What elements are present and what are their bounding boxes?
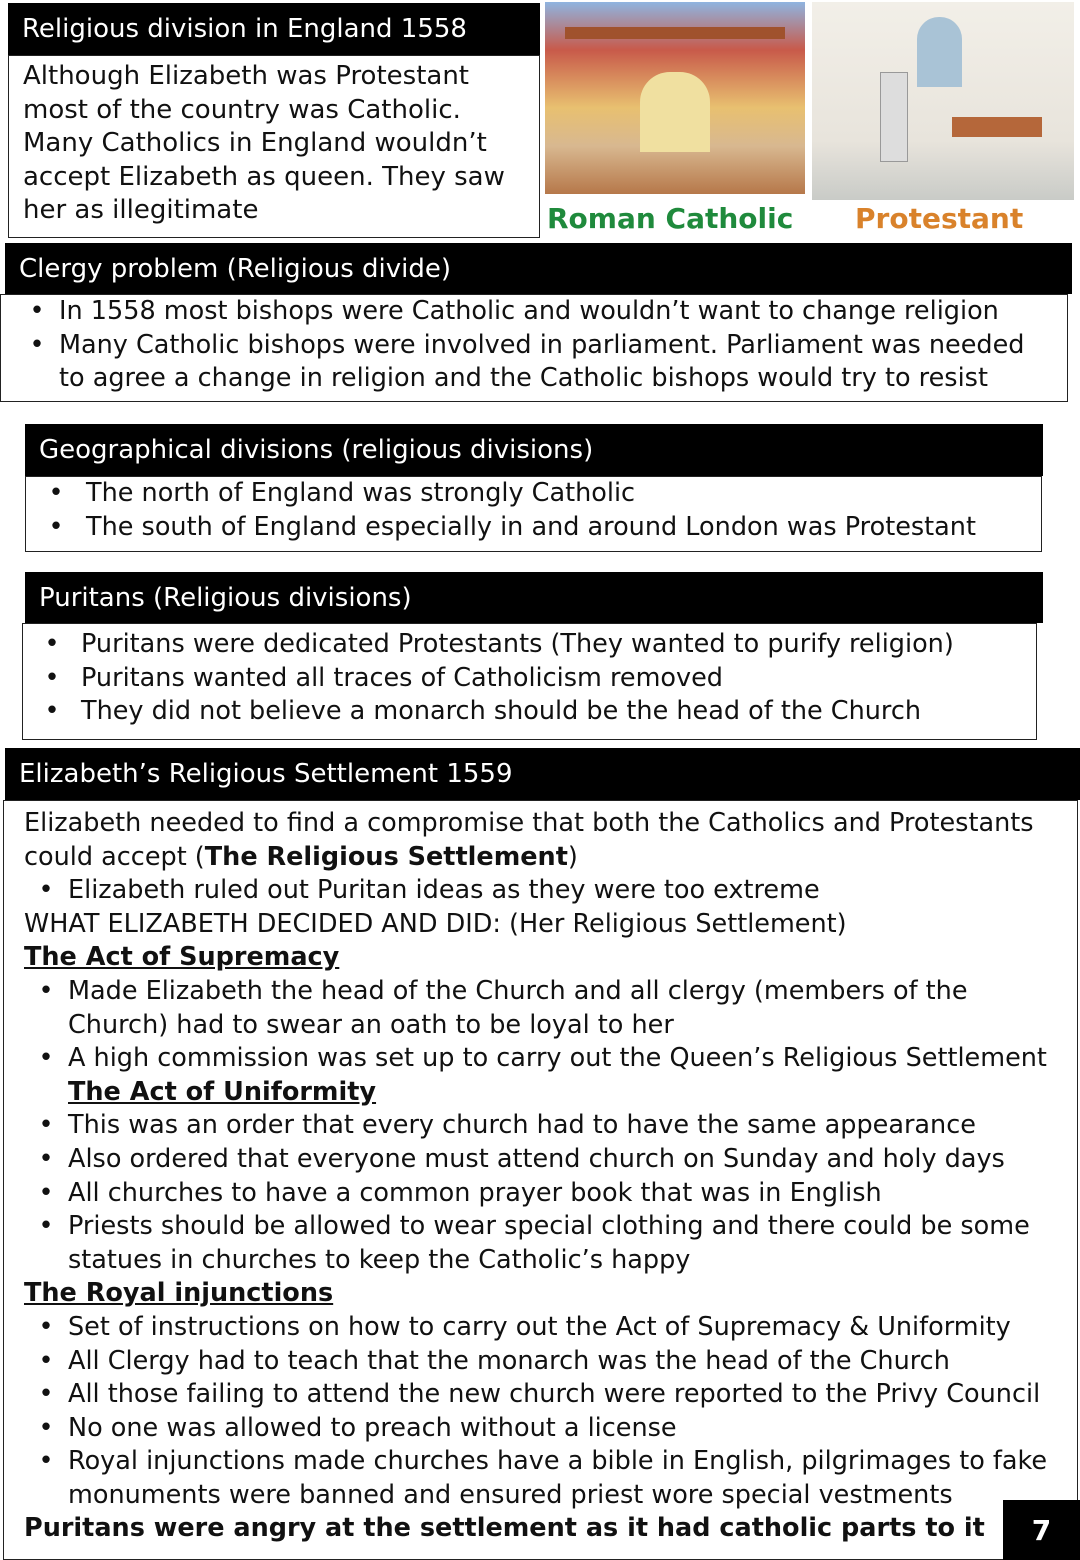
section-title-settlement: Elizabeth’s Religious Settlement 1559 (5, 748, 1080, 800)
bullet-text: Puritans wanted all traces of Catholicism removed (81, 662, 723, 693)
bullet-item: • A high commission was set up to carry out the Queen’s Religious Settlement (24, 1042, 1077, 1076)
text: ) (567, 841, 578, 872)
text-line: WHAT ELIZABETH DECIDED AND DID: (Her Religious Settlement) (24, 908, 847, 939)
roman-catholic-label: Roman Catholic (547, 202, 794, 235)
bullet-text: All those failing to attend the new church were reported to the Privy Council (68, 1379, 1041, 1410)
clergy-box (0, 294, 1068, 402)
bullet-continuation: monuments were banned and ensured priest wore special vestments (68, 1479, 953, 1510)
bullet-text: Priests should be allowed to wear special clothing and there could be some (68, 1211, 1030, 1242)
bullet-continuation: to agree a change in religion and the Catholic bishops would try to resist (59, 363, 988, 394)
bullet-text: In 1558 most bishops were Catholic and wouldn’t want to change religion (59, 296, 999, 326)
bullet-item: • Elizabeth ruled out Puritan ideas as they were too extreme (24, 874, 1077, 908)
bullet-item: • Also ordered that everyone must attend church on Sunday and holy days (24, 1143, 1077, 1177)
bullet-continuation: Church) had to swear an oath to be loyal to her (68, 1009, 674, 1040)
text-line (24, 841, 1077, 875)
bullet-text: This was an order that every church had to have the same appearance (68, 1110, 976, 1141)
bullet-item: • All those failing to attend the new church were reported to the Privy Council (24, 1378, 1077, 1412)
protestant-label: Protestant (855, 202, 1024, 235)
section-title-geographical: Geographical divisions (religious divisions) (25, 424, 1043, 476)
bullet-text: Set of instructions on how to carry out the Act of Supremacy & Uniformity (68, 1311, 1011, 1342)
bullet-text: Elizabeth ruled out Puritan ideas as they were too extreme (68, 875, 820, 906)
bullet-item: • Set of instructions on how to carry out the Act of Supremacy & Uniformity (24, 1311, 1077, 1345)
bullet-item: • Puritans wanted all traces of Catholicism removed (23, 662, 1036, 696)
bullet-item: • No one was allowed to preach without a license (24, 1412, 1077, 1446)
bullet-item: • The north of England was strongly Catholic (26, 477, 1041, 511)
bullet-item: • This was an order that every church had to have the same appearance (24, 1109, 1077, 1143)
section-title-clergy: Clergy problem (Religious divide) (5, 243, 1072, 294)
text-line: Many Catholics in England wouldn’t (23, 128, 487, 159)
subheading-supremacy: The Act of Supremacy (24, 942, 340, 973)
page-number: 7 (1003, 1500, 1080, 1560)
bullet-item: • In 1558 most bishops were Catholic and wouldn’t want to change religion (15, 295, 1067, 329)
puritans-box (22, 623, 1037, 740)
bullet-text: Many Catholic bishops were involved in parliament. Parliament was needed (59, 329, 1025, 360)
bullet-text: Puritans were dedicated Protestants (They wanted to purify religion) (81, 629, 954, 659)
religious-division-box (8, 55, 540, 238)
bullet-item: • Royal injunctions made churches have a bible in English, pilgrimages to fake (24, 1445, 1077, 1479)
bullet-text: The south of England especially in and around London was Protestant (86, 511, 976, 542)
bullet-text: A high commission was set up to carry out the Queen’s Religious Settlement (68, 1043, 1047, 1074)
bullet-text: No one was allowed to preach without a license (68, 1412, 677, 1443)
bullet-item: • They did not believe a monarch should be the head of the Church (23, 695, 1036, 729)
subheading-uniformity: The Act of Uniformity (68, 1076, 377, 1107)
closing-statement: Puritans were angry at the settlement as it had catholic parts to it (24, 1513, 985, 1544)
bullet-item: • Puritans were dedicated Protestants (They wanted to purify religion) (23, 628, 1036, 662)
text-line: Although Elizabeth was Protestant (23, 61, 469, 91)
bullet-text: All churches to have a common prayer book that was in English (68, 1177, 882, 1208)
text-line: her as illegitimate (23, 195, 259, 226)
section-title-puritans: Puritans (Religious divisions) (25, 572, 1043, 623)
bullet-item: • All churches to have a common prayer book that was in English (24, 1177, 1077, 1211)
bullet-text: The north of England was strongly Catholic (86, 478, 636, 508)
catholic-church-image (545, 2, 805, 194)
bullet-item: • Made Elizabeth the head of the Church and all clergy (members of the (24, 975, 1077, 1009)
section-title-religious-division: Religious division in England 1558 (8, 3, 540, 55)
bullet-item: • All Clergy had to teach that the monarch was the head of the Church (24, 1345, 1077, 1379)
bullet-text: Royal injunctions made churches have a bible in English, pilgrimages to fake (68, 1446, 1048, 1477)
text: could accept ( (24, 841, 205, 872)
bullet-text: They did not believe a monarch should be the head of the Church (81, 696, 922, 727)
bullet-item: • The south of England especially in and around London was Protestant (26, 511, 1041, 545)
text-line: accept Elizabeth as queen. They saw (23, 161, 505, 192)
bullet-text: Also ordered that everyone must attend church on Sunday and holy days (68, 1143, 1005, 1174)
bullet-continuation: statues in churches to keep the Catholic’s happy (68, 1244, 691, 1275)
bullet-text: All Clergy had to teach that the monarch was the head of the Church (68, 1345, 950, 1376)
text-line: Elizabeth needed to find a compromise that both the Catholics and Protestants (24, 808, 1034, 838)
bullet-text: Made Elizabeth the head of the Church and all clergy (members of the (68, 975, 968, 1006)
geographical-box (25, 476, 1042, 552)
subheading-royal-injunctions: The Royal injunctions (24, 1278, 334, 1309)
text-line: most of the country was Catholic. (23, 94, 461, 125)
settlement-term: The Religious Settlement (204, 841, 568, 872)
protestant-church-image (812, 2, 1074, 200)
bullet-item: • Many Catholic bishops were involved in parliament. Parliament was needed (15, 329, 1067, 363)
bullet-item: • Priests should be allowed to wear special clothing and there could be some (24, 1210, 1077, 1244)
settlement-box (3, 800, 1078, 1560)
